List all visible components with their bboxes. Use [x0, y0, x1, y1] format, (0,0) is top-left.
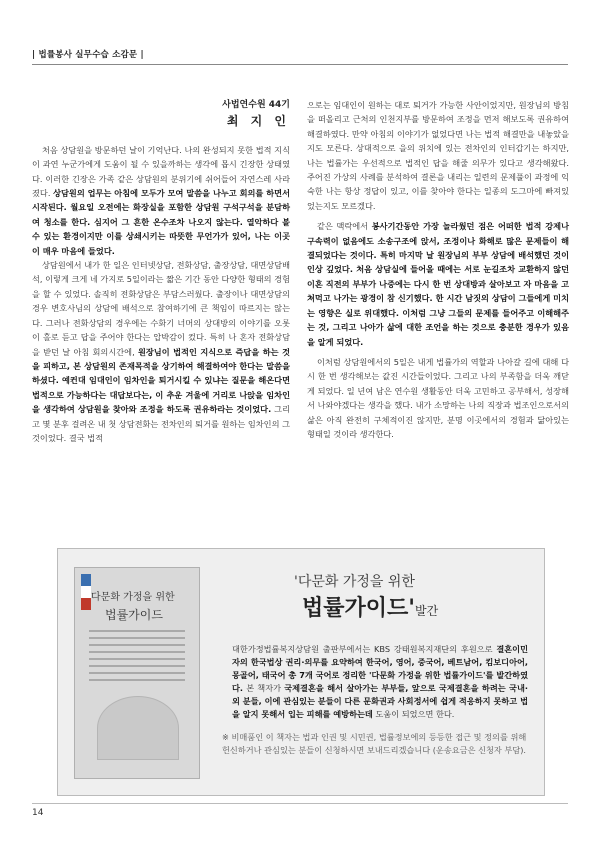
promo-body: 대한가정법률복지상담원 출판부에서는 KBS 강태원복지재단의 후원으로 결혼이민자의 한국법상 권리·의무를 요약하여 한국어, 영어, 중국어, 베트남어, 킴보디아어, 몽골어, 태국어 총 7개 국어로 정리한 '다문화 가정을 위한 법률가이드'를 발간하였다. 본 책자가 국제결혼을 해서 살아가는 부부들, 앞으로 국제결혼을 하려는 국내·외 분들, 이에 관심있는 분들이 다른 문화권과 사회정서에 쉽게 적응하지 못하고 법을 알지 못해서 입는 피해를 예방하는데 도움이 되었으면 한다. — [232, 644, 528, 719]
promo-box — [57, 548, 545, 796]
flag-icon — [81, 574, 91, 610]
promo-note: ※ 비매품인 이 책자는 법과 인권 및 시민권, 법률정보에의 등등한 접근 및 정의를 위해 헌신하거나 관심있는 분들이 신청하시면 보내드리겠습니다 (운송요금은 신청자 부담). — [222, 732, 527, 755]
paragraph: 처음 상담원을 방문하던 날이 기억난다. 나의 완성되지 못한 법적 지식이 과연 누군가에게 도움이 될 수 있을까하는 생각에 몹시 긴장한 상태였다. 이러한 긴장은 가족 같은 상담원의 분위기에 쉬어들어 자연스레 사라졌다. 상담원의 업무는 아침에 모두가 모여 말씀을 나누고 회의를 하면서 시작된다. 월요일 오전에는 화장실을 포함한 상담원 구석구석을 분담하여 청소를 한다. 심지어 그 흔한 온수조차 나오지 않는다. 열악하다 볼 수 있는 환경이지만 이를 상쇄시키는 따뜻한 무언가가 있어, 나는 이곳이 매우 마음에 들었다. — [32, 144, 290, 256]
paragraph: 이처럼 상담원에서의 5일은 내게 법률가의 역할과 나아갈 길에 대해 다시 한 번 생각해보는 값진 시간들이었다. 그리고 나의 부족함을 더욱 깨닫게 되었다. 일 년여 남은 연수원 생활동안 더욱 고민하고 공부해서, 성장해서 나와야겠다는 생각을 했다. 내가 소망하는 나의 직장과 법조인으로서의 삶은 아직 완전히 구체적이진 않지만, 분명 이곳에서의 경험과 닮아있는 형태일 것이라 생각한다. — [307, 356, 569, 439]
promo-title-suffix: 발간 — [415, 604, 439, 618]
book-cover-image — [74, 567, 200, 779]
right-column — [307, 98, 569, 441]
paragraph: 상담원에서 내가 한 일은 인터넷상담, 전화상담, 출장상담, 대면상담배석, 이렇게 크게 네 가지로 5일이라는 짧은 기간 동안 다양한 형태의 경험을 할 수 있었다. 솔직히 전화상담은 부담스러웠다. 출장이나 대면상담의 경우 변호사님의 상담에 배석으로 참여하기에 큰 책임이 따르지는 않는다. 그러나 전화상담의 경우에는 수화기 너머의 상대방의 이야기를 오롯이 홀로 듣고 답을 주어야 한다는 압박감이 컸다. 특히 나 혼자 전화상담을 받던 날 아침 회의시간에, 원장님이 법적인 지식으로 즉답을 하는 것을 피하고, 본 상담원의 존재목적을 상기하여 해결하여야 한다는 말씀을 하셨다. 예컨대 임대인이 임차인을 퇴거시킬 수 있냐는 질문을 해온다면 법적으로 가능하다는 대답보다는, 이 추운 겨울에 거리로 나앉을 임차인을 생각하여 상담원을 찾아와 조정을 하도록 권유하라는 것이었다. 그리고 몇 분후 걸려온 내 첫 상담전화는 전차인의 퇴거를 원하는 임차인의 그것이었다. 결국 법적 — [32, 260, 291, 443]
author-name: 최 지 인 — [226, 114, 290, 129]
left-column — [32, 98, 290, 445]
running-header: | 법률봉사 실무수습 소감문 | — [32, 50, 144, 60]
author-affiliation: 사법연수원 44기 — [222, 100, 290, 110]
paragraph: 으로는 임대인이 원하는 대로 퇴거가 가능한 사안이었지만, 원장님의 방침을 떠올리고 근처의 인천지부를 방문하여 조정을 먼저 해보도록 권유하여 해결하였다. 만약 아침의 이야기가 없었다면 나는 법적 해결만을 내놓았을지도 모른다. 상대적으로 을의 위치에 있는 전차인의 인터갑기는 하지만, 나는 법률가는 우선적으로 법적인 답을 해줄 의무가 있다고 생각해왔다. 주어진 가상의 사례를 분석하여 결론을 내리는 일련의 문제풀이 과정에 익숙한 나는 항상 정답이 있고, 이를 찾아야 한다는 일종의 도그마에 빠져있었는지도 모르겠다. — [307, 100, 569, 211]
cover-title-small: 다문화 가정을 위한 — [91, 592, 175, 603]
page-number: 14 — [32, 808, 44, 818]
footer-divider — [32, 803, 568, 804]
cover-text-lines — [89, 630, 185, 686]
paragraph: 같은 맥락에서 봉사기간동안 가장 놀라웠던 점은 어떠한 법적 강제나 구속력이 없음에도 소송구조에 앉서, 조정이나 화해로 많은 문제들이 해결되었다는 것이다. 특히 마지막 날 원장님의 부부 상담에 배석했던 것이 인상 깊었다. 처음 상담실에 들어올 때에는 서로 눈길조차 교환하지 않던 이혼 직전의 부부가 나중에는 다시 한 번 상대방과 살아보고 자 마음을 고쳐먹고 나가는 광경이 참 신기했다. 한 시간 남짓의 상담이 그들에게 미치는 영향은 실로 위대했다. 이처럼 그냥 그들의 문제를 들어주고 이해해주는 것, 그리고 나아가 삶에 대한 조언을 하는 것으로 충분한 경우가 있음을 알게 되었다. — [307, 221, 570, 347]
author-block — [32, 98, 290, 129]
promo-title-main: 법률가이드'발간 — [302, 596, 439, 621]
globe-icon — [97, 696, 179, 760]
cover-title-large: 법률가이드 — [105, 608, 163, 622]
header-divider — [32, 64, 568, 65]
promo-title-line1: '다문화 가정을 위한 — [294, 574, 415, 590]
